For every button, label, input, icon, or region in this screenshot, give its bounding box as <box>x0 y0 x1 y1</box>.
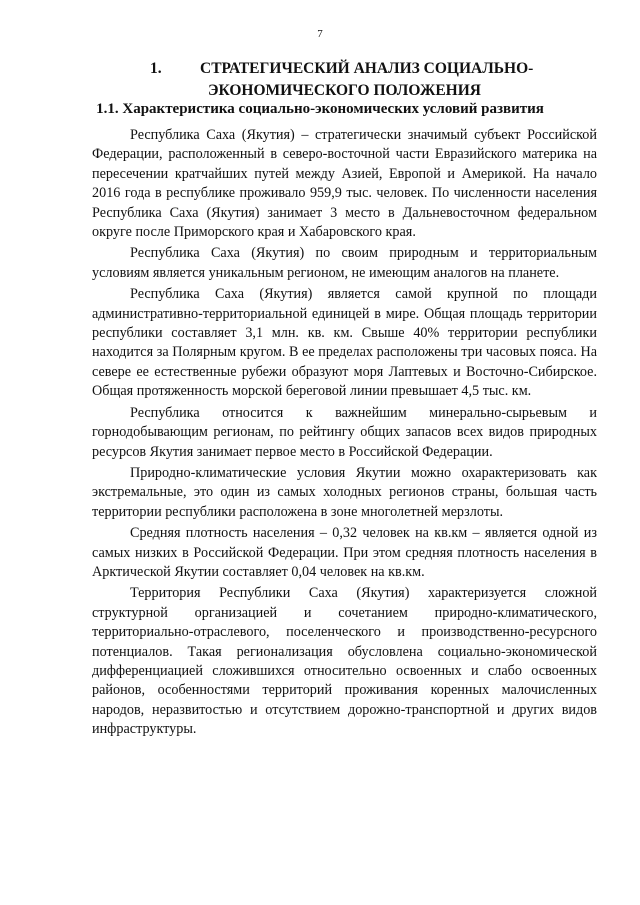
page-number: 7 <box>317 28 323 40</box>
paragraph: Республика относится к важнейшим минерально-сырьевым и горнодобывающим регионам, по рейтингу общих запасов всех видов природных ресурсов Якутия занимает первое место в Российской Федерации. <box>92 404 597 460</box>
body-text <box>92 126 597 742</box>
subsection-title: 1.1. Характеристика социально-экономических условий развития <box>96 101 544 117</box>
section-number: 1. <box>150 60 162 77</box>
section-title-line1: СТРАТЕГИЧЕСКИЙ АНАЛИЗ СОЦИАЛЬНО- <box>200 60 534 77</box>
paragraph: Республика Саха (Якутия) – стратегически значимый субъект Российской Федерации, расположенный в северо-восточной части Евразийского материка на пересечении кратчайших путей между Азией, Европой и Америкой. На начало 2016 года в республике проживало 959,9 тыс. человек. По численности населения Республика Саха (Якутия) занимает 3 место в Дальневосточном федеральном округе после Приморского края и Хабаровского края. <box>92 127 597 241</box>
section-title-line2: ЭКОНОМИЧЕСКОГО ПОЛОЖЕНИЯ <box>208 82 481 99</box>
paragraph: Республика Саха (Якутия) является самой крупной по площади административно-территориальной единицей в мире. Общая площадь территории республики составляет 3,1 млн. кв. км. Свыше 40% территории республики находится за Полярным кругом. В ее пределах расположены три часовых пояса. На севере ее естественные рубежи образуют моря Лаптевых и Восточно-Сибирское. Общая протяженность морской береговой линии превышает 4,5 тыс. км. <box>92 286 597 400</box>
paragraph: Природно-климатические условия Якутии можно охарактеризовать как экстремальные, это один из самых холодных регионов страны, большая часть территории республики расположена в зоне многолетней мерзлоты. <box>92 464 597 520</box>
paragraph: Республика Саха (Якутия) по своим природным и территориальным условиям является уникальным регионом, не имеющим аналогов на планете. <box>92 245 597 281</box>
paragraph: Территория Республики Саха (Якутия) характеризуется сложной структурной организацией и сочетанием природно-климатического, территориально-отраслевого, поселенческого и производственно-ресурсного потенциалов. Такая регионализация обусловлена социально-экономической дифференциацией сложившихся относительно освоенных и слабо освоенных районов, особенностями территорий проживания коренных малочисленных народов, неразвитостью и отсутствием дорожно-транспортной и других видов инфраструктуры. <box>92 585 597 738</box>
paragraph: Средняя плотность населения – 0,32 человек на кв.км – является одной из самых низких в Российской Федерации. При этом средняя плотность населения в Арктической Якутии составляет 0,04 человек на кв.км. <box>92 525 597 580</box>
